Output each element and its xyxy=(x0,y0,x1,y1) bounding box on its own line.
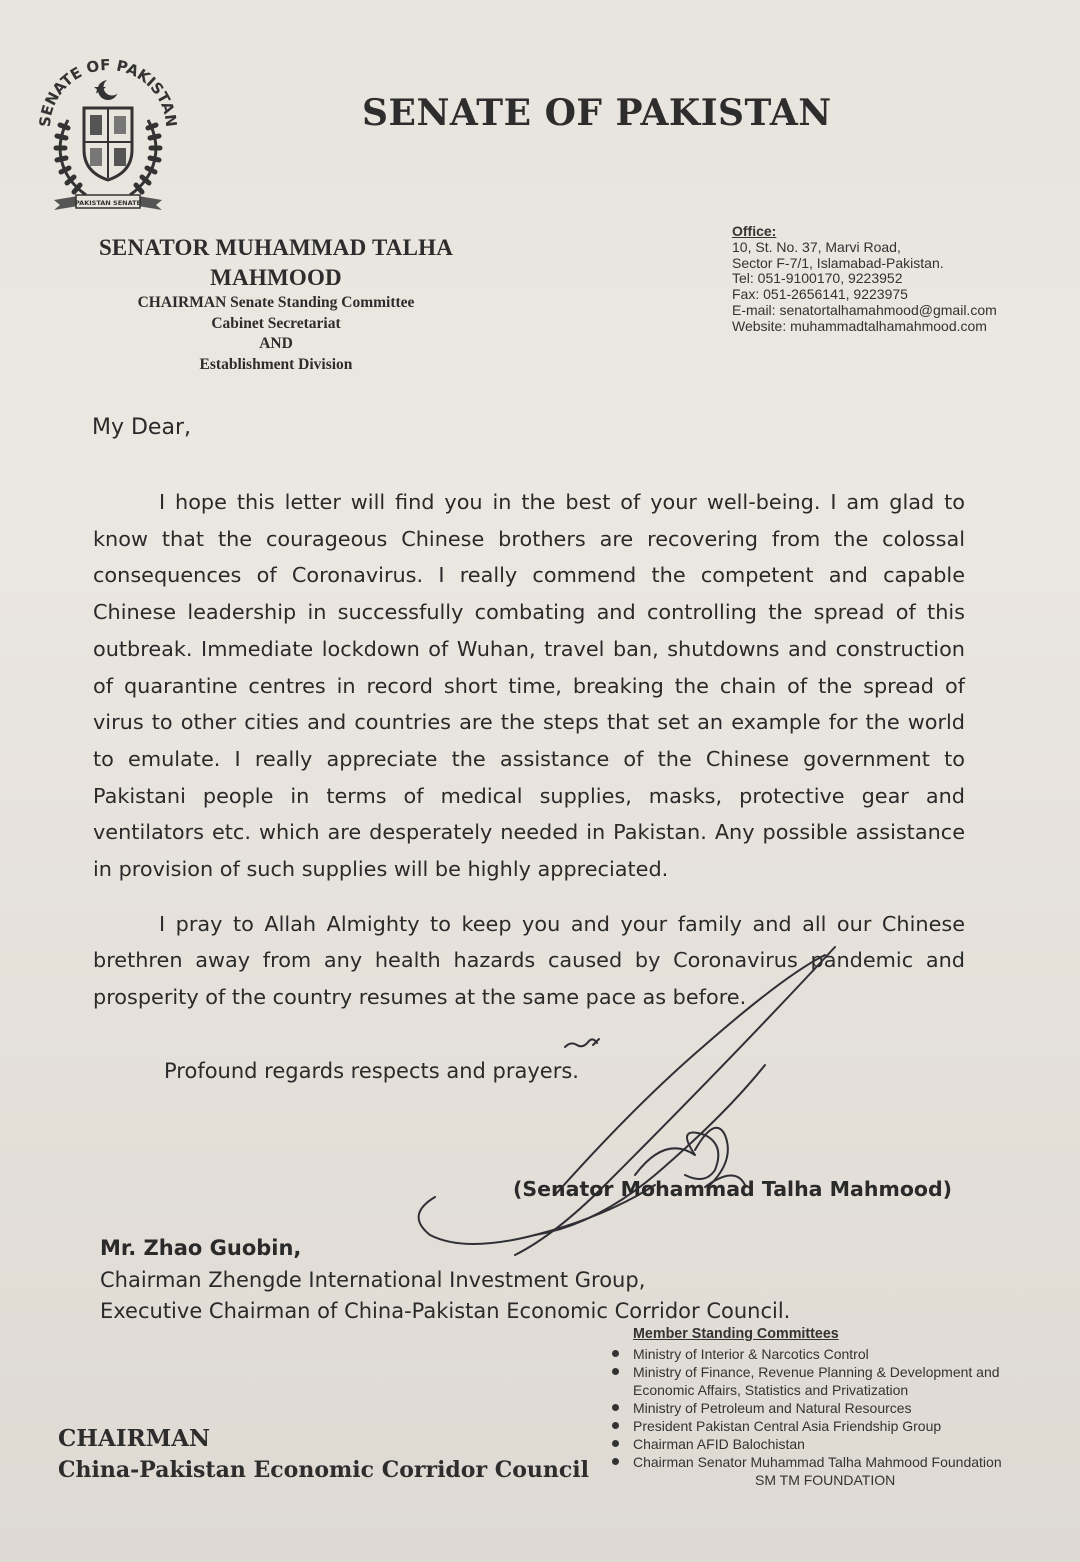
office-title: Office: xyxy=(732,223,777,239)
foundation-name: SM TM FOUNDATION xyxy=(755,1472,896,1488)
list-item: Chairman Senator Muhammad Talha Mahmood Foundation xyxy=(608,1453,1048,1471)
letterhead-title: SENATE OF PAKISTAN xyxy=(362,92,832,134)
list-item: President Pakistan Central Asia Friendship Group xyxy=(608,1417,1048,1435)
svg-text:SENATE OF PAKISTAN: SENATE OF PAKISTAN xyxy=(35,55,181,128)
senator-name: SENATOR MUHAMMAD TALHA MAHMOOD xyxy=(98,235,454,290)
svg-text:PAKISTAN SENATE: PAKISTAN SENATE xyxy=(75,199,141,207)
chairman-title: CHAIRMAN xyxy=(58,1425,211,1452)
office-line: 10, St. No. 37, Marvi Road, xyxy=(732,238,901,255)
senator-block xyxy=(40,233,512,375)
chairman-organization: China-Pakistan Economic Corridor Council xyxy=(58,1457,590,1483)
list-item: Chairman AFID Balochistan xyxy=(608,1435,1048,1453)
handwritten-signature-icon xyxy=(405,935,845,1275)
signatory-name: (Senator Mohammad Talha Mahmood) xyxy=(513,1177,953,1201)
recipient-block xyxy=(100,1233,790,1328)
senator-designation: AND xyxy=(259,335,293,352)
recipient-title: Executive Chairman of China-Pakistan Economic Corridor Council. xyxy=(100,1299,791,1323)
office-fax: Fax: 051-2656141, 9223975 xyxy=(732,286,908,303)
office-address xyxy=(732,224,997,335)
salutation: My Dear, xyxy=(92,415,191,440)
letter-paragraph: I hope this letter will find you in the best of your well-being. I am glad to know that the courageous Chinese brothers are recovering from the colossal consequences of Coronavirus. I really commend the competent and capable Chinese leadership in successfully combating and controlling the spread of this outbreak. Immediate lockdown of Wuhan, travel ban, shutdowns and construction of quarantine centres in record short time, breaking the chain of the spread of virus to other cities and countries are the steps that set an example for the world to emulate. I really appreciate the assistance of the Chinese government to Pakistani people in terms of medical supplies, masks, protective gear and ventilators etc. which are desperately needed in Pakistan. Any possible assistance in provision of such supplies will be highly appreciated. xyxy=(93,490,965,882)
recipient-name: Mr. Zhao Guobin, xyxy=(100,1236,302,1260)
recipient-title: Chairman Zhengde International Investment Group, xyxy=(100,1267,646,1292)
office-phone: Tel: 051-9100170, 9223952 xyxy=(732,270,903,287)
standing-committees xyxy=(608,1325,1048,1489)
senator-designation: Cabinet Secretariat xyxy=(211,314,341,332)
committees-title: Member Standing Committees xyxy=(633,1326,839,1342)
list-item: Ministry of Finance, Revenue Planning & Development and Economic Affairs, Statistics and Privatization xyxy=(608,1363,1048,1399)
list-item: Ministry of Interior & Narcotics Control xyxy=(608,1345,1048,1363)
office-website: Website: muhammadtalhamahmood.com xyxy=(732,317,987,334)
senator-designation: CHAIRMAN Senate Standing Committee xyxy=(137,294,415,311)
office-email: E-mail: senatortalhamahmood@gmail.com xyxy=(732,301,997,318)
senate-seal-icon xyxy=(28,50,188,215)
list-item: Ministry of Petroleum and Natural Resources xyxy=(608,1399,1048,1417)
chairman-footer xyxy=(58,1422,589,1485)
closing-line: Profound regards respects and prayers. xyxy=(164,1059,579,1083)
committees-list xyxy=(608,1345,1048,1471)
senator-designation: Establishment Division xyxy=(199,355,353,373)
office-line: Sector F-7/1, Islamabad-Pakistan. xyxy=(732,254,944,271)
letter-paragraph: I pray to Allah Almighty to keep you and your family and all our Chinese brethren away from any health hazards caused by Coronavirus pandemic and prosperity of the country resumes at the same pace as before. xyxy=(93,911,965,1010)
